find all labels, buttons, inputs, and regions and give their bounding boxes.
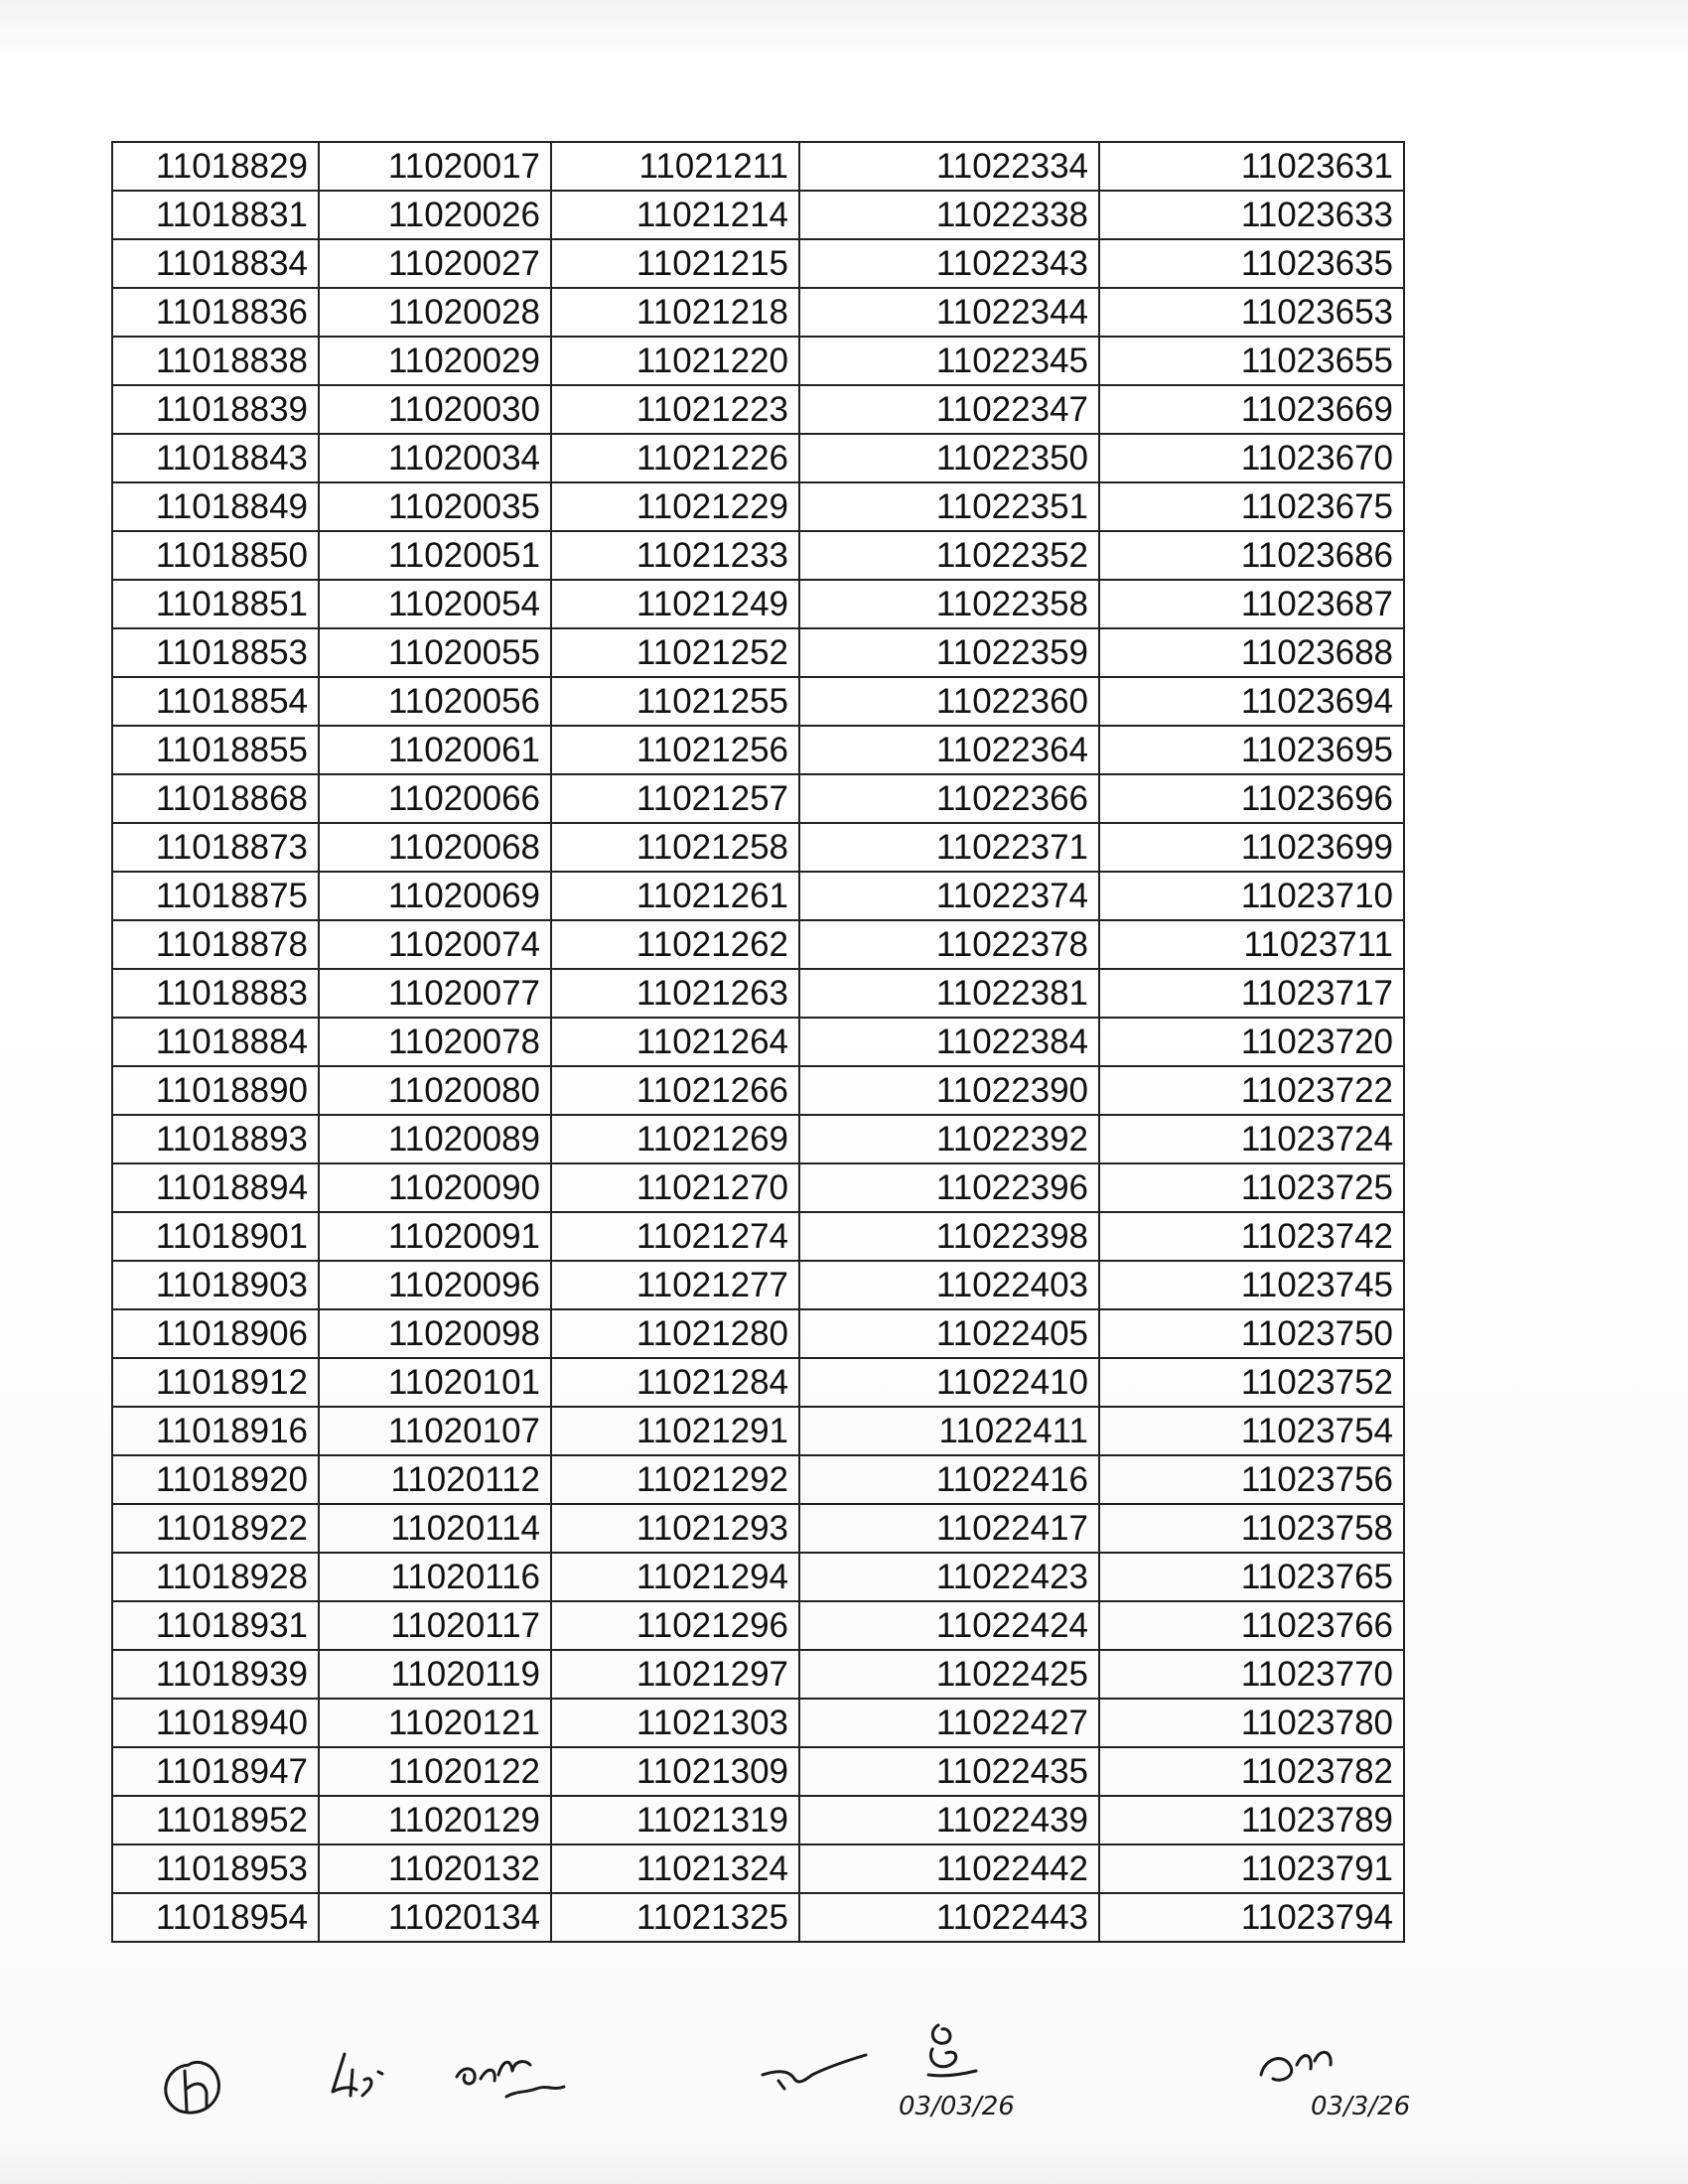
table-cell: 11022443 <box>799 1893 1099 1942</box>
table-cell: 11020077 <box>319 969 551 1018</box>
table-cell: 11018851 <box>112 580 319 628</box>
table-row <box>112 1309 1404 1358</box>
table-cell: 11020119 <box>319 1650 551 1699</box>
table-cell: 11020027 <box>319 239 551 288</box>
table-cell: 11020029 <box>319 337 551 385</box>
table-row <box>112 1796 1404 1844</box>
table-cell: 11023696 <box>1099 774 1404 823</box>
table-row <box>112 969 1404 1018</box>
roll-number-table <box>111 141 1405 1943</box>
table-row <box>112 482 1404 531</box>
table-row <box>112 774 1404 823</box>
table-cell: 11022378 <box>799 920 1099 969</box>
table-cell: 11021226 <box>551 434 799 482</box>
table-row <box>112 142 1404 191</box>
table-cell: 11022435 <box>799 1747 1099 1796</box>
table-cell: 11018939 <box>112 1650 319 1699</box>
table-cell: 11023722 <box>1099 1066 1404 1115</box>
table-cell: 11020122 <box>319 1747 551 1796</box>
table-cell: 11023655 <box>1099 337 1404 385</box>
table-cell: 11020134 <box>319 1893 551 1942</box>
table-row <box>112 1650 1404 1699</box>
table-cell: 11021218 <box>551 288 799 337</box>
table-cell: 11018947 <box>112 1747 319 1796</box>
table-row <box>112 1018 1404 1066</box>
signature-5 <box>899 2015 1018 2124</box>
table-row <box>112 531 1404 580</box>
table-cell: 11022338 <box>799 191 1099 239</box>
table-row <box>112 239 1404 288</box>
table-cell: 11023688 <box>1099 628 1404 677</box>
table-row <box>112 1212 1404 1261</box>
table-cell: 11021309 <box>551 1747 799 1796</box>
table-cell: 11021214 <box>551 191 799 239</box>
table-cell: 11018953 <box>112 1844 319 1893</box>
table-cell: 11022343 <box>799 239 1099 288</box>
signature-4-date: 03/03/26 <box>899 2092 1015 2121</box>
table-cell: 11023670 <box>1099 434 1404 482</box>
table-cell: 11021325 <box>551 1893 799 1942</box>
table-cell: 11022439 <box>799 1796 1099 1844</box>
table-row <box>112 1115 1404 1163</box>
table-cell: 11023694 <box>1099 677 1404 726</box>
table-cell: 11022410 <box>799 1358 1099 1407</box>
table-cell: 11023766 <box>1099 1601 1404 1650</box>
table-row <box>112 1261 1404 1309</box>
table-cell: 11022345 <box>799 337 1099 385</box>
table-cell: 11023653 <box>1099 288 1404 337</box>
table-cell: 11020091 <box>319 1212 551 1261</box>
table-cell: 11022381 <box>799 969 1099 1018</box>
table-cell: 11022358 <box>799 580 1099 628</box>
table-cell: 11018883 <box>112 969 319 1018</box>
table-row <box>112 920 1404 969</box>
table-cell: 11023631 <box>1099 142 1404 191</box>
table-cell: 11021233 <box>551 531 799 580</box>
table-row <box>112 628 1404 677</box>
table-cell: 11020017 <box>319 142 551 191</box>
table-cell: 11021262 <box>551 920 799 969</box>
table-cell: 11021264 <box>551 1018 799 1066</box>
table-cell: 11023765 <box>1099 1553 1404 1601</box>
table-cell: 11018849 <box>112 482 319 531</box>
table-row <box>112 823 1404 872</box>
table-cell: 11021319 <box>551 1796 799 1844</box>
table-cell: 11022344 <box>799 288 1099 337</box>
table-cell: 11018931 <box>112 1601 319 1650</box>
table-cell: 11023699 <box>1099 823 1404 872</box>
table-cell: 11022374 <box>799 872 1099 920</box>
table-cell: 11020028 <box>319 288 551 337</box>
table-cell: 11022359 <box>799 628 1099 677</box>
table-cell: 11020030 <box>319 385 551 434</box>
table-row <box>112 872 1404 920</box>
table-cell: 11021252 <box>551 628 799 677</box>
table-cell: 11022427 <box>799 1699 1099 1747</box>
table-cell: 11018893 <box>112 1115 319 1163</box>
table-cell: 11022411 <box>799 1407 1099 1455</box>
table-cell: 11020061 <box>319 726 551 774</box>
table-cell: 11018839 <box>112 385 319 434</box>
table-cell: 11018928 <box>112 1553 319 1601</box>
table-cell: 11018873 <box>112 823 319 872</box>
table-cell: 11022416 <box>799 1455 1099 1504</box>
table-cell: 11023752 <box>1099 1358 1404 1407</box>
table-cell: 11020101 <box>319 1358 551 1407</box>
table-cell: 11018906 <box>112 1309 319 1358</box>
table-row <box>112 434 1404 482</box>
table-cell: 11021294 <box>551 1553 799 1601</box>
table-cell: 11022424 <box>799 1601 1099 1650</box>
table-cell: 11018868 <box>112 774 319 823</box>
table-cell: 11023717 <box>1099 969 1404 1018</box>
table-cell: 11022423 <box>799 1553 1099 1601</box>
table-cell: 11023758 <box>1099 1504 1404 1553</box>
table-cell: 11021266 <box>551 1066 799 1115</box>
table-cell: 11021255 <box>551 677 799 726</box>
table-cell: 11022403 <box>799 1261 1099 1309</box>
table-cell: 11021270 <box>551 1163 799 1212</box>
table-cell: 11023710 <box>1099 872 1404 920</box>
table-row <box>112 337 1404 385</box>
table-cell: 11022351 <box>799 482 1099 531</box>
table-cell: 11021256 <box>551 726 799 774</box>
table-cell: 11023675 <box>1099 482 1404 531</box>
table-row <box>112 677 1404 726</box>
table-cell: 11018878 <box>112 920 319 969</box>
table-cell: 11023669 <box>1099 385 1404 434</box>
table-cell: 11023756 <box>1099 1455 1404 1504</box>
table-cell: 11023789 <box>1099 1796 1404 1844</box>
table-cell: 11023687 <box>1099 580 1404 628</box>
table-cell: 11022371 <box>799 823 1099 872</box>
signature-2 <box>323 2040 402 2110</box>
table-cell: 11020114 <box>319 1504 551 1553</box>
table-cell: 11022396 <box>799 1163 1099 1212</box>
table-cell: 11021269 <box>551 1115 799 1163</box>
table-row <box>112 1747 1404 1796</box>
table-cell: 11021284 <box>551 1358 799 1407</box>
table-cell: 11018853 <box>112 628 319 677</box>
table-cell: 11018952 <box>112 1796 319 1844</box>
table-cell: 11020035 <box>319 482 551 531</box>
table-cell: 11020056 <box>319 677 551 726</box>
table-cell: 11023754 <box>1099 1407 1404 1455</box>
table-cell: 11023633 <box>1099 191 1404 239</box>
table-cell: 11023780 <box>1099 1699 1404 1747</box>
table-cell: 11021215 <box>551 239 799 288</box>
table-row <box>112 1504 1404 1553</box>
table-cell: 11018838 <box>112 337 319 385</box>
table-row <box>112 726 1404 774</box>
table-row <box>112 1893 1404 1942</box>
signature-1 <box>149 2045 238 2124</box>
table-row <box>112 1455 1404 1504</box>
table-cell: 11020080 <box>319 1066 551 1115</box>
table-cell: 11018831 <box>112 191 319 239</box>
table-cell: 11020069 <box>319 872 551 920</box>
table-cell: 11018954 <box>112 1893 319 1942</box>
table-cell: 11018916 <box>112 1407 319 1455</box>
table-cell: 11021291 <box>551 1407 799 1455</box>
table-row <box>112 288 1404 337</box>
table-cell: 11021223 <box>551 385 799 434</box>
table-cell: 11020074 <box>319 920 551 969</box>
table-cell: 11021249 <box>551 580 799 628</box>
table-cell: 11020066 <box>319 774 551 823</box>
table-cell: 11020107 <box>319 1407 551 1455</box>
table-cell: 11018901 <box>112 1212 319 1261</box>
table-cell: 11023686 <box>1099 531 1404 580</box>
table-cell: 11020078 <box>319 1018 551 1066</box>
table-cell: 11021220 <box>551 337 799 385</box>
table-cell: 11022405 <box>799 1309 1099 1358</box>
table-cell: 11021263 <box>551 969 799 1018</box>
table-cell: 11022425 <box>799 1650 1099 1699</box>
table-cell: 11021211 <box>551 142 799 191</box>
table-cell: 11022366 <box>799 774 1099 823</box>
table-cell: 11023635 <box>1099 239 1404 288</box>
table-cell: 11018855 <box>112 726 319 774</box>
table-cell: 11018875 <box>112 872 319 920</box>
signature-3 <box>447 2035 596 2115</box>
table-row <box>112 1601 1404 1650</box>
table-cell: 11020054 <box>319 580 551 628</box>
table-cell: 11023782 <box>1099 1747 1404 1796</box>
table-cell: 11020117 <box>319 1601 551 1650</box>
table-cell: 11020121 <box>319 1699 551 1747</box>
table-cell: 11022398 <box>799 1212 1099 1261</box>
table-cell: 11020098 <box>319 1309 551 1358</box>
table-cell: 11020096 <box>319 1261 551 1309</box>
table-row <box>112 1699 1404 1747</box>
table-cell: 11022384 <box>799 1018 1099 1066</box>
table-row <box>112 1553 1404 1601</box>
signature-4 <box>755 2045 874 2105</box>
table-cell: 11018884 <box>112 1018 319 1066</box>
signature-6-date: 03/3/26 <box>1311 2092 1411 2121</box>
table-cell: 11018922 <box>112 1504 319 1553</box>
table-cell: 11020068 <box>319 823 551 872</box>
table-cell: 11018834 <box>112 239 319 288</box>
table-cell: 11021258 <box>551 823 799 872</box>
table-cell: 11023742 <box>1099 1212 1404 1261</box>
table-cell: 11020090 <box>319 1163 551 1212</box>
table-cell: 11020132 <box>319 1844 551 1893</box>
table-cell: 11020089 <box>319 1115 551 1163</box>
table-cell: 11021293 <box>551 1504 799 1553</box>
table-cell: 11023770 <box>1099 1650 1404 1699</box>
table-cell: 11018836 <box>112 288 319 337</box>
table-cell: 11022350 <box>799 434 1099 482</box>
table-row <box>112 1844 1404 1893</box>
table-cell: 11018940 <box>112 1699 319 1747</box>
table-cell: 11021257 <box>551 774 799 823</box>
table-cell: 11022417 <box>799 1504 1099 1553</box>
table-row <box>112 1066 1404 1115</box>
table-cell: 11022364 <box>799 726 1099 774</box>
signature-area <box>0 2025 1688 2184</box>
table-cell: 11022352 <box>799 531 1099 580</box>
table-cell: 11022392 <box>799 1115 1099 1163</box>
table-cell: 11022390 <box>799 1066 1099 1115</box>
table-cell: 11023711 <box>1099 920 1404 969</box>
table-row <box>112 191 1404 239</box>
table-cell: 11021324 <box>551 1844 799 1893</box>
table-cell: 11023750 <box>1099 1309 1404 1358</box>
table-cell: 11018850 <box>112 531 319 580</box>
table-cell: 11023794 <box>1099 1893 1404 1942</box>
table-cell: 11018890 <box>112 1066 319 1115</box>
table-cell: 11018843 <box>112 434 319 482</box>
table-cell: 11021297 <box>551 1650 799 1699</box>
table-cell: 11021303 <box>551 1699 799 1747</box>
table-cell: 11020055 <box>319 628 551 677</box>
table-cell: 11022347 <box>799 385 1099 434</box>
table-cell: 11022360 <box>799 677 1099 726</box>
table-cell: 11021229 <box>551 482 799 531</box>
table-cell: 11018894 <box>112 1163 319 1212</box>
table-cell: 11023745 <box>1099 1261 1404 1309</box>
table-cell: 11021292 <box>551 1455 799 1504</box>
table-cell: 11018912 <box>112 1358 319 1407</box>
table-cell: 11020051 <box>319 531 551 580</box>
table-cell: 11020129 <box>319 1796 551 1844</box>
table-cell: 11018854 <box>112 677 319 726</box>
table-cell: 11023695 <box>1099 726 1404 774</box>
table-cell: 11023724 <box>1099 1115 1404 1163</box>
table-cell: 11018829 <box>112 142 319 191</box>
table-cell: 11021261 <box>551 872 799 920</box>
table-cell: 11022334 <box>799 142 1099 191</box>
table-body <box>112 142 1404 1942</box>
table-cell: 11020112 <box>319 1455 551 1504</box>
table-row <box>112 580 1404 628</box>
table-cell: 11018920 <box>112 1455 319 1504</box>
table-cell: 11021280 <box>551 1309 799 1358</box>
table-cell: 11021274 <box>551 1212 799 1261</box>
table-cell: 11018903 <box>112 1261 319 1309</box>
table-row <box>112 1358 1404 1407</box>
table-cell: 11020026 <box>319 191 551 239</box>
table-cell: 11023791 <box>1099 1844 1404 1893</box>
table-cell: 11020116 <box>319 1553 551 1601</box>
table-cell: 11021277 <box>551 1261 799 1309</box>
table-row <box>112 1163 1404 1212</box>
table-cell: 11023720 <box>1099 1018 1404 1066</box>
table-row <box>112 385 1404 434</box>
table-cell: 11021296 <box>551 1601 799 1650</box>
table-cell: 11020034 <box>319 434 551 482</box>
table-row <box>112 1407 1404 1455</box>
table-cell: 11022442 <box>799 1844 1099 1893</box>
table-cell: 11023725 <box>1099 1163 1404 1212</box>
signature-6 <box>1251 2035 1440 2134</box>
